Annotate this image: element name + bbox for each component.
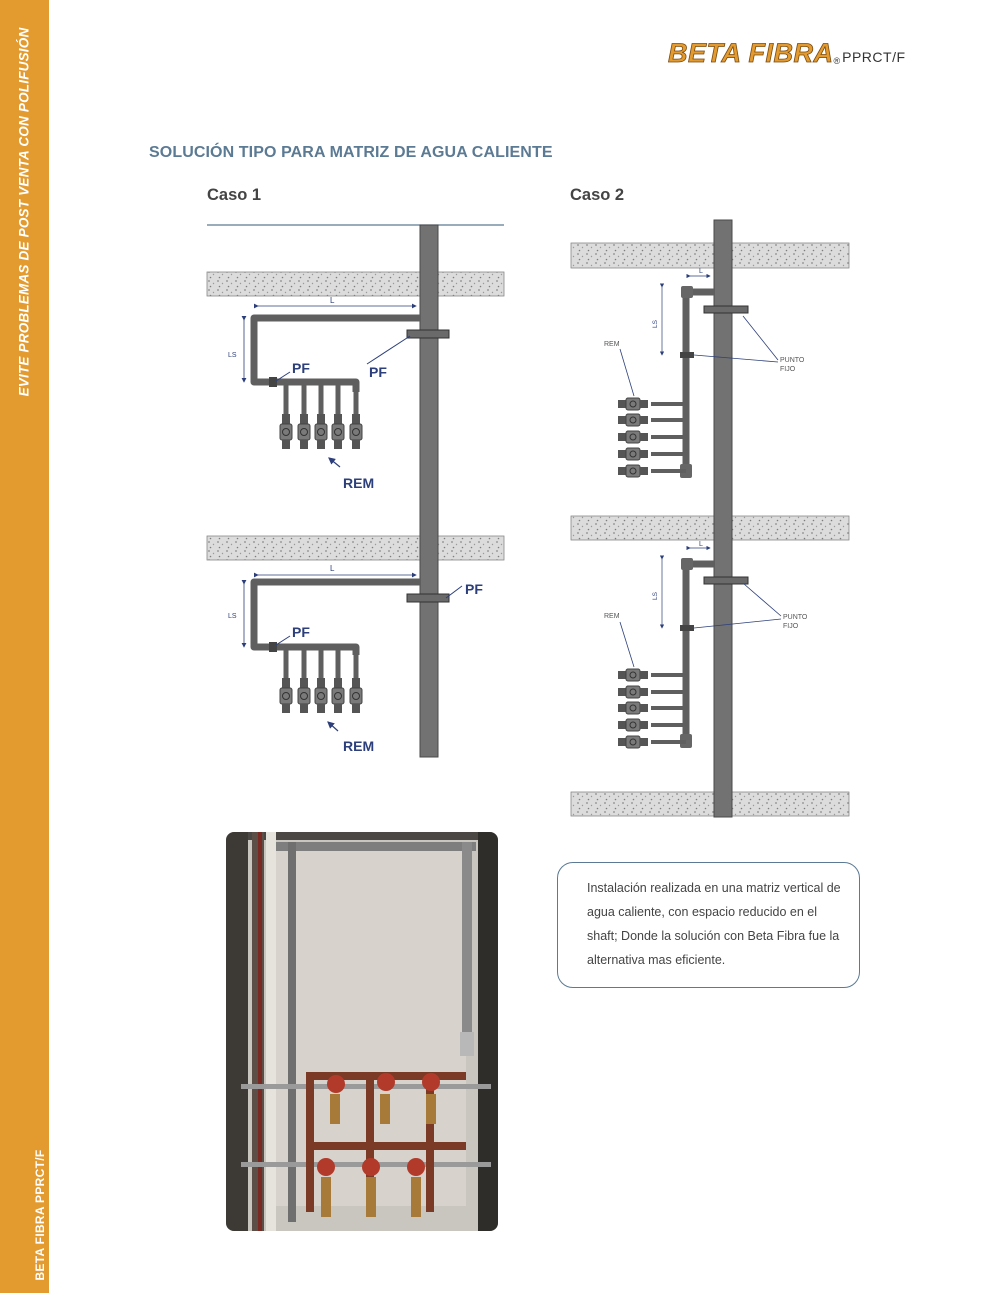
case2-lower-module <box>604 541 808 748</box>
sidebar-slogan: EVITE PROBLEMAS DE POST VENTA CON POLIFUSIÓN <box>16 27 32 397</box>
punto-fijo-label: PUNTO <box>780 357 805 364</box>
case2-diagram <box>571 220 849 817</box>
registered-mark: ® <box>833 56 841 66</box>
rem-label: REM <box>604 613 620 620</box>
case1-lower-module <box>228 564 483 754</box>
sidebar-brand: BETA FIBRA PPRCT/F <box>33 1149 47 1281</box>
slab-upper <box>207 272 504 296</box>
punto-fijo-label: FIJO <box>780 366 796 373</box>
case1-diagram <box>207 225 504 757</box>
pf-label: PF <box>369 364 387 380</box>
case1-upper-module <box>228 296 449 491</box>
case2-heading: Caso 2 <box>570 186 625 204</box>
slab-upper <box>571 243 849 268</box>
ls-label: LS <box>652 592 659 600</box>
slab-middle <box>571 516 849 540</box>
length-label: L <box>699 541 703 548</box>
punto-fijo-label: PUNTO <box>783 614 808 621</box>
length-label: L <box>330 564 335 573</box>
punto-fijo-label: FIJO <box>783 623 799 630</box>
ls-label: LS <box>228 352 237 359</box>
case2-upper-module <box>604 268 805 478</box>
length-label: L <box>330 296 335 305</box>
pf-label: PF <box>465 581 483 597</box>
installation-photo-illustration <box>226 832 498 1231</box>
rem-label: REM <box>604 341 620 348</box>
section-title: SOLUCIÓN TIPO PARA MATRIZ DE AGUA CALIENTE <box>149 144 553 161</box>
product-code: PPRCT/F <box>842 49 906 65</box>
ls-label: LS <box>228 613 237 620</box>
description-box <box>557 862 860 988</box>
brand-name: BETA FIBRA <box>668 38 834 68</box>
slab-lower <box>571 792 849 816</box>
case1-heading: Caso 1 <box>207 186 262 204</box>
ls-label: LS <box>652 320 659 328</box>
pf-label: PF <box>292 624 310 640</box>
slab-lower <box>207 536 504 560</box>
rem-label: REM <box>343 738 375 754</box>
installation-photo <box>226 832 498 1231</box>
rem-label: REM <box>343 475 375 491</box>
length-label: L <box>699 268 703 275</box>
description-text: Instalación realizada en una matriz vertical de agua caliente, con espacio reducido en el shaft; Donde la solución con Beta Fibra fue la alternativa mas eficiente. <box>587 881 841 967</box>
pf-label: PF <box>292 360 310 376</box>
riser-pipe <box>420 225 438 757</box>
